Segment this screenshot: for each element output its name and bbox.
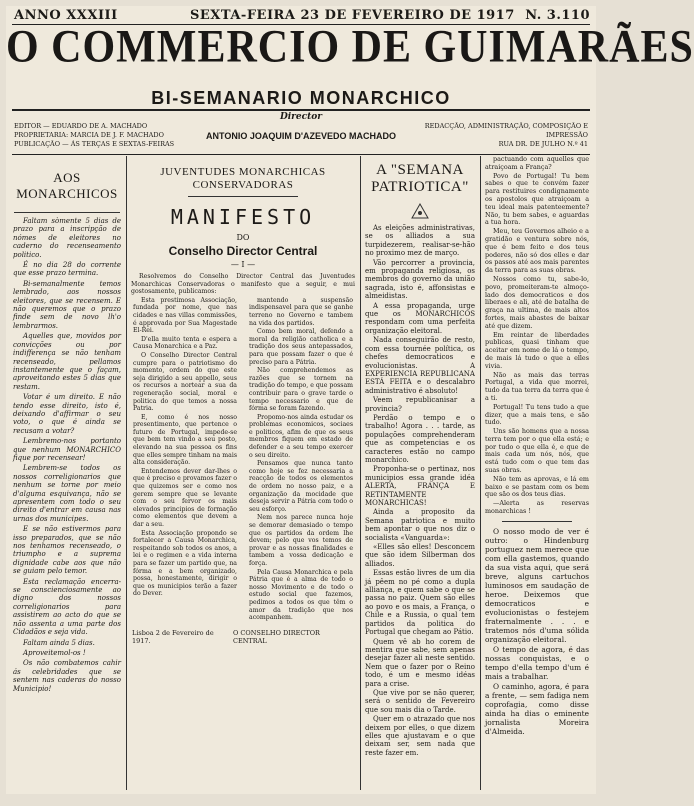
paragraph: Essas estão livres de um dia já pêem no pé como a dupla alliança, e quem sabe o que se passa no paiz. Quem são elles ao povo e os mais, a França, o Chile e a Russia, o qual tem partidos da politica do Portugal que chegam ao Pátio. — [365, 569, 475, 637]
year-label: ANNO XXXIII — [14, 8, 118, 23]
article-body — [485, 156, 589, 516]
owner-line: PROPRIETARIA: MARCIA DE J. F. MACHADO — [14, 131, 164, 139]
paragraph: mantendo a suspensão indispensavel para que se ganhe terreno no Governo e tambem na vida dos partidos. — [249, 296, 353, 327]
heading-rule — [14, 212, 120, 213]
paragraph: Os não combatemos cahir ás celebridades que se sentem nas caderas do nosso Municipio! — [13, 659, 121, 693]
paragraph: Não tem as aprovas, e lá em baixo e se pastam com os bem que são os dos teus dias. — [485, 474, 589, 499]
article-body — [13, 217, 121, 693]
paragraph: Propomo-nos ainda estudar os problemas economicos, sociaes e politicos, afim de que os seus membros fiquem em estado de defender e a seu tempo exercer o seu direito. — [249, 413, 353, 459]
article-body — [365, 224, 475, 757]
manifesto-signature — [132, 629, 354, 645]
paragraph: Não comprehendemos as razões que se tornem na tradição do tempo, e que possam contribuir para o grave tarde o tempo necessario e que de fórma se foram fazendo. — [249, 367, 354, 413]
manifesto-intro — [131, 273, 355, 296]
printing-line: IMPRESSÃO — [545, 131, 588, 139]
paragraph: Esta prestimosa Associação, fundada por nome, que nas cidades e nas villas commissões, é approvada por Sua Magestade El-Rei. — [133, 296, 237, 335]
paragraph: Como bem moral, defendo a moral da religião catholica e a tradição dos seus antepassados, para que possam fazer o que é preciso para a Pátria. — [249, 328, 353, 366]
manifesto-do: DO — [236, 233, 250, 242]
paragraph: Resolvemos do Conselho Director Central das Juventudes Monarchicas Conservadoras o manifesto que a seguir, e mui gostosamente, publicamos: — [131, 273, 355, 296]
title-rule — [12, 109, 590, 111]
paragraph: As eleições administrativas, se os alliados a sua turpidezerem, realisar-se-hão no proximo mez de março. — [365, 224, 475, 258]
paragraph: pactuando com aquelles que atraiçoam a França? — [485, 155, 589, 171]
paragraph: O tempo de agora, é das nossas conquistas, e o tempo d'ella tempo d'um é mais a trabalhar. — [485, 644, 589, 681]
paragraph: Pela Causa Monarchica e pela Pátria que é a alma de todo o nosso Movimento e de todo o estudo social que fazemos, pedimos a todos os que têm o amor da tradição que nos acompanhem. — [249, 568, 353, 622]
paragraph: Votar é um direito. E não tendo esse direito, isto é, deixando d'affirmar o seu voto, o que é ainda se recusam a votar? — [13, 393, 121, 435]
paragraph: Lembremo-nos portanto que nenhum MONARCHICO fique por recensear! — [13, 437, 121, 462]
manifesto-title: MANIFESTO — [170, 205, 316, 229]
paragraph: O Conselho Director Central cumpre para o patriotismo do momento, ordem do que este seja dirigido a seu appello, seus os recursos a nortear a sua da regeneração social, moral e politica do que temos a nossa Patria. — [133, 351, 237, 413]
signature-name: O CONSELHO DIRECTOR CENTRAL — [233, 628, 320, 645]
section-number: — I — — [230, 260, 256, 269]
paragraph: —Alerta as reservas monarchicas ! — [485, 499, 589, 516]
paragraph: Esta reclamação encerra-se conscienciosamente ao digno dos nossos correligionarios para assistirem ao acto do que se não assenta a uma parte dos Cidadãos e seja vida. — [13, 577, 121, 637]
paragraph: Nada conseguirão de resto, com essa tournée política, os chefes democraticos e evolucionistas. A EXPERIENCIA REPUBLICANA ESTÁ FEITA e o descalabro administrativo é absoluto! — [365, 336, 475, 395]
paragraph: É no dia 28 do corrente que esse prazo termina. — [13, 261, 121, 278]
paragraph: Meu, teu Governos alheio e a gratidão e ventura sobre nós, que é bem feito e dos teus poderes, não só dos elles e dar os passos até aos mais parentes da terra para as suas obras. — [485, 227, 589, 275]
column-rule-3 — [480, 156, 481, 790]
paragraph: Proponha-se o pertinaz, nos municipios essa grande idéa ALERTA, FRANÇA E RETINTAMENTE MONARCHICAS! — [365, 465, 475, 507]
ornament-icon — [410, 202, 430, 220]
section-rule — [502, 521, 572, 522]
article-heading: AOS MONARCHICOS — [16, 170, 118, 201]
article-heading: JUVENTUDES MONARCHICAS CONSERVADORAS — [160, 166, 326, 191]
newspaper-page — [6, 6, 694, 794]
paragraph: O caminho, agora, é para a frente, — sem fadiga nem coprofagia, como disse ainda ha dias o eminente jornalista Moreira d'Almeida. — [485, 681, 589, 736]
manifesto-body — [130, 297, 356, 623]
paragraph: «Elles são elles! Desconcem que são idem Silberman dos alliados. — [365, 543, 475, 568]
newspaper-title: O COMMERCIO DE GUIMARÃES — [6, 21, 694, 73]
paragraph: Faltam sòmente 5 dias de prazo para a inscripção de nómes de eleitores no caderno do recenseamento politico. — [13, 217, 121, 259]
paragraph: Em reintar de liberdades publicas, quasi tinham que aceitar em nome de lá o tempo, de mais lá tudo o que a elles vivia. — [485, 330, 589, 370]
paragraph: Perdão o tempo e o trabalho! Agora . . . tarde, as populações comprehenderam que as competencias e os caracteres estão no campo monarchico. — [365, 413, 475, 464]
director-label: Director — [279, 112, 323, 122]
column-semana-patriotica — [362, 156, 478, 790]
paragraph: Nem nos parece nunca hoje se demorar demasiado o tempo que os partidos da ordem lhe devem; pelo que vos temos de provar e as nossas finalidades e tambem a vossa dedicação e força. — [249, 514, 353, 567]
paragraph: Lembrem-se todos os nossos correligionarios que nenhum se torne por meio d'alguma esquivança, não se apresentem com todo o seu direito d'entrar em causa nas urnas dos municipes. — [13, 464, 121, 523]
paragraph: Não as mais das terras Portugal, a vida que morrei, tudo da tua terra da terra que é a ti. — [485, 370, 589, 402]
right-imprint — [425, 122, 588, 149]
column-aos-monarchicos — [10, 156, 124, 790]
issue-date: SEXTA-FEIRA 23 DE FEVEREIRO DE 1917 — [190, 8, 515, 23]
paragraph: Vão percorrer a provincia, em propaganda religiosa, os membros do governo da união sagrada, isto é, affonsistas e almeidistas. — [365, 258, 475, 301]
column-rule-1 — [126, 156, 127, 790]
paragraph: Aproveitemol-os ! — [23, 648, 86, 657]
heading-rule — [188, 196, 298, 197]
paragraph: Faltam ainda 5 dias. — [23, 638, 95, 647]
paragraph: Uns são homens que a nossa terra tem por o que ella está; e por tudo o que ella é, e que de mais cada um nós, nós, que está tudo com o que tem das suas obras. — [485, 427, 589, 475]
office-line: REDACÇÃO, ADMINISTRAÇÃO, COMPOSIÇÃO E — [424, 122, 588, 130]
paragraph: O nosso modo de ver é outro: o Hindenburg portuguez nem merece que com ella gastemos, quando da sua vista aqui, que será breve, alguns cartuchos luminosos em saudação de heroe. Deixemos que democraticos e evolucionistas o festejem fraternalmente . . . e tratemos nós d'uma sólida organização eleitoral. — [485, 526, 589, 644]
council-name: Conselho Director Central — [168, 244, 318, 258]
column-manifesto — [128, 156, 358, 790]
closing-body — [485, 527, 589, 736]
paragraph: Veem republicanisar a provincia? — [365, 396, 475, 413]
paragraph: Bi-semanalmente temos lembrado, aos nossos eleitores, que se recensem. E não queremos que o prazo finde sem de novo lh'o lembrarmos. — [13, 279, 121, 330]
newspaper-subtitle: BI-SEMANARIO MONARCHICO — [151, 88, 451, 108]
paragraph: Aquelles que, movidos por convicções ou por indifferença se não tenham recenseado, pellamos instantemente que o façam, aproveitando estes 5 dias que restam. — [13, 332, 121, 391]
paragraph: Pensamos que nunca tanto como hoje se fez necessaria a reacção de todos os elementos de ordem no nosso paiz, e a organização da mocidade que deseja servir a Pátria com todo o seu esforço. — [249, 460, 353, 513]
paragraph: E, como é nos nosso presentimento, que pertence o futuro de Portugal, impede-se que bem tem vindo a seu posto, elevando na sua pessoa os fins que elles sempre tinham na mais alta consideração. — [133, 413, 237, 467]
paragraph: Ainda a proposito da Semana patriotica e muito bem apontar o que nos diz o socialista «Vanguarda»: — [365, 508, 475, 542]
column-continuation — [482, 156, 592, 790]
paragraph: A essa propaganda, urge que os MONARCHICOS respondam com uma perfeita organização eleitoral. — [365, 301, 475, 335]
paragraph: Povo de Portugal! Tu bem sabes o que te convém fazer para restituires condignamente os apostolos que atraiçoam a teu ideal mais patenteemente? Não, tu bem sabes, e aguardas a tua hora. — [485, 171, 589, 227]
director-name: ANTONIO JOAQUIM D'AZEVEDO MACHADO — [206, 131, 396, 141]
publication-line: PUBLICAÇÃO — ÁS TERÇAS E SEXTAS-FEIRAS — [14, 140, 175, 148]
paragraph: E se não estivermos para isso preparados, que se não nos tenhamos recenseado, o triumpho e a suprema dignidade cabe aos que não se guiam pelo temor. — [13, 525, 121, 576]
paragraph: Que vive por se não querer, será o sentido de Fevereiro que sou mais dia o Tarde. — [365, 688, 475, 714]
paragraph: Esta Associação propondo se fortalecer a Causa Monarchica, respeitando sob todos os anos, a lei e o regimen e a vida interna para se fazer um partido que, na fórma e a bem organizado, possa, honestamente, dirigir o que os municipios terão a fazer do Dever. — [133, 529, 237, 598]
signature-date: Lisboa 2 de Fevereiro de 1917. — [132, 628, 214, 645]
editor-line: EDITOR — EDUARDO DE A. MACHADO — [14, 122, 148, 130]
manifesto-left — [133, 297, 237, 623]
manifesto-right — [249, 297, 353, 623]
paragraph: Portugal! Tu tens tudo a que dizer, que a mais tens, e são tudo. — [485, 402, 589, 427]
issue-number: N. 3.110 — [525, 8, 590, 23]
paragraph: Quer em o atrazado que nos deixem por elles, o que dizem elles que ajustavam e o que deixam ser, sem nada que reste fazer em. — [365, 715, 475, 757]
paragraph: Quem vê ab ho corem de mentira que sabe, sem apenas desejar fazer ali neste sentido. Nem que o fazer por o Reino todo, é um e mesmo idéas para a crise. — [365, 637, 475, 688]
article-heading: A "SEMANA PATRIOTICA" — [371, 162, 469, 195]
paragraph: Entendemos dever dar-lhes o que é preciso e provamos fazer o que quizemos ser e como nos gerem sempre que se levante com o seu fervor os mais elevados principios de formação como elementos que devem a dar a seu. — [133, 467, 237, 528]
paragraph: Nossos como tu, sabe-lo, povo, promeiteram-te almoço-lado dos democraticos e dos liberaes e ali, até de batalha de graça na ultima, de mais altos fortes, mais abastes de baixar até que dizem. — [485, 274, 589, 330]
column-rule-2 — [360, 156, 361, 790]
paragraph: D'ella muito tenta e espera a Causa Monarchica e a Paz. — [133, 335, 237, 351]
address-line: RUA DR. DE JULHO N.º 41 — [498, 140, 588, 148]
